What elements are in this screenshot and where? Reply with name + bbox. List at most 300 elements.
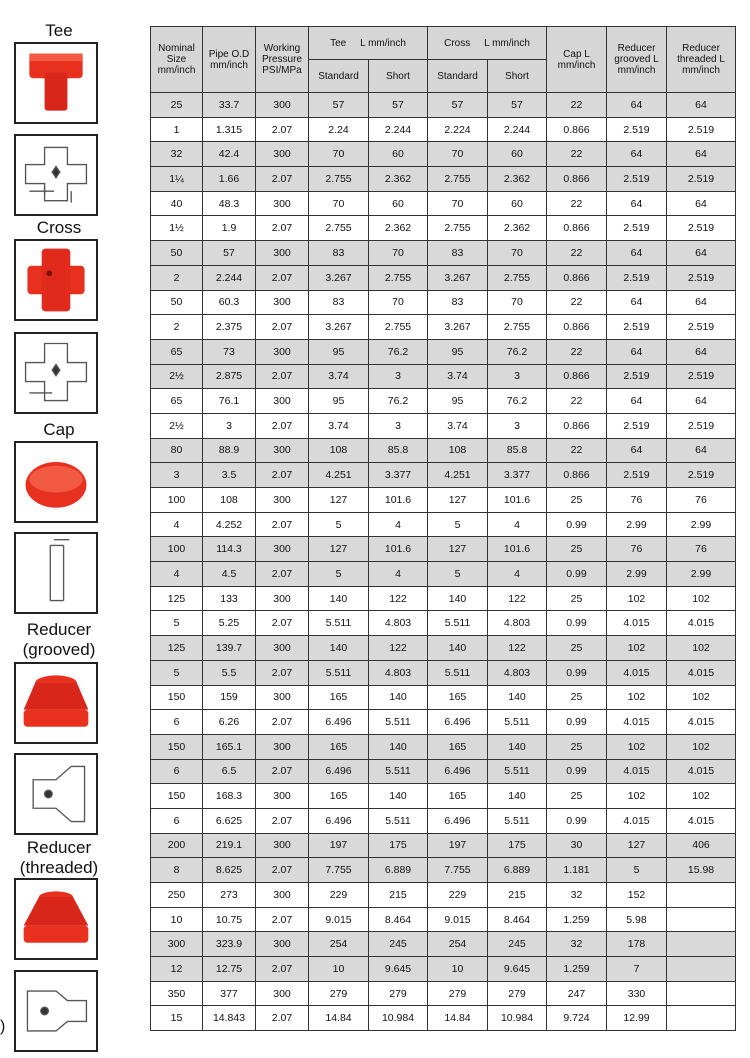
table-cell: 2.07: [256, 364, 309, 389]
table-cell: 140: [369, 685, 428, 710]
table-cell: 2: [151, 265, 203, 290]
table-cell: 127: [309, 488, 369, 513]
table-cell: 64: [607, 191, 667, 216]
table-row: [151, 537, 736, 562]
table-cell: 245: [369, 932, 428, 957]
cap-dimension-icon: [16, 534, 96, 612]
table-cell: 175: [369, 833, 428, 858]
table-cell: 300: [256, 734, 309, 759]
table-cell: 10.984: [369, 1006, 428, 1031]
table-cell: 323.9: [203, 932, 256, 957]
table-cell: 2.519: [667, 167, 736, 192]
table-cell: 2.519: [667, 413, 736, 438]
table-cell: 219.1: [203, 833, 256, 858]
table-cell: 300: [256, 339, 309, 364]
table-cell: 9.015: [309, 907, 369, 932]
table-cell: 4: [151, 562, 203, 587]
table-cell: 3: [203, 413, 256, 438]
table-cell: 250: [151, 883, 203, 908]
table-cell: 95: [309, 339, 369, 364]
table-cell: 64: [607, 142, 667, 167]
table-cell: 300: [256, 241, 309, 266]
table-cell: 2.07: [256, 907, 309, 932]
header-reducer-threaded: Reducer threaded L mm/inch: [667, 27, 736, 93]
table-cell: 64: [667, 93, 736, 118]
table-cell: 300: [256, 389, 309, 414]
table-cell: 4.803: [488, 611, 547, 636]
table-cell: 95: [428, 339, 488, 364]
table-cell: 9.645: [488, 957, 547, 982]
header-tee: Tee L mm/inch: [309, 27, 428, 60]
table-cell: 4: [151, 512, 203, 537]
table-cell: 165: [428, 784, 488, 809]
table-cell: 101.6: [488, 488, 547, 513]
table-cell: 48.3: [203, 191, 256, 216]
table-cell: 2.07: [256, 808, 309, 833]
table-cell: 70: [309, 142, 369, 167]
table-cell: 10.984: [488, 1006, 547, 1031]
table-cell: [667, 1006, 736, 1031]
table-cell: 122: [488, 586, 547, 611]
table-cell: 64: [667, 290, 736, 315]
table-cell: 2.519: [607, 265, 667, 290]
table-row: [151, 734, 736, 759]
table-row: [151, 1006, 736, 1031]
table-cell: 2: [151, 315, 203, 340]
table-cell: 60: [369, 142, 428, 167]
table-cell: 1.259: [547, 957, 607, 982]
table-cell: 2.07: [256, 216, 309, 241]
table-cell: 2.755: [428, 216, 488, 241]
table-cell: 14.84: [428, 1006, 488, 1031]
table-cell: 60: [369, 191, 428, 216]
table-cell: 76.2: [488, 389, 547, 414]
table-cell: 65: [151, 339, 203, 364]
table-cell: 4.015: [667, 611, 736, 636]
table-cell: [667, 957, 736, 982]
reducer-grooved-label-line1: Reducer: [26, 620, 92, 639]
table-cell: 1.259: [547, 907, 607, 932]
table-cell: 0.866: [547, 364, 607, 389]
table-cell: 102: [667, 685, 736, 710]
table-row: [151, 413, 736, 438]
table-cell: 165.1: [203, 734, 256, 759]
table-cell: 2.07: [256, 611, 309, 636]
table-cell: 25: [547, 636, 607, 661]
table-cell: [667, 907, 736, 932]
table-cell: 70: [428, 191, 488, 216]
table-cell: 12: [151, 957, 203, 982]
table-cell: 2.755: [309, 167, 369, 192]
table-cell: 300: [256, 932, 309, 957]
table-cell: 140: [369, 784, 428, 809]
table-cell: 215: [488, 883, 547, 908]
table-cell: 85.8: [369, 438, 428, 463]
table-cell: 2.755: [309, 216, 369, 241]
table-cell: 70: [488, 241, 547, 266]
table-cell: 215: [369, 883, 428, 908]
table-cell: 40: [151, 191, 203, 216]
table-cell: 3: [488, 413, 547, 438]
table-cell: 101.6: [369, 488, 428, 513]
table-row: [151, 438, 736, 463]
table-cell: 5.98: [607, 907, 667, 932]
table-cell: 127: [428, 537, 488, 562]
table-cell: 2.519: [607, 364, 667, 389]
table-cell: 76.2: [369, 389, 428, 414]
table-row: [151, 241, 736, 266]
table-cell: 300: [151, 932, 203, 957]
table-row: [151, 167, 736, 192]
table-row: [151, 191, 736, 216]
table-cell: 76: [607, 537, 667, 562]
table-cell: 2½: [151, 413, 203, 438]
table-cell: 64: [667, 438, 736, 463]
table-cell: 300: [256, 290, 309, 315]
header-cross-standard: Standard: [428, 60, 488, 93]
table-cell: 108: [309, 438, 369, 463]
header-cross-short: Short: [488, 60, 547, 93]
table-cell: 3.74: [309, 364, 369, 389]
table-cell: 60: [488, 142, 547, 167]
header-cap: Cap L mm/inch: [547, 27, 607, 93]
table-cell: 279: [428, 981, 488, 1006]
reducer-grooved-dimension-icon: [16, 755, 96, 833]
table-cell: 22: [547, 339, 607, 364]
table-cell: 4.251: [428, 463, 488, 488]
table-cell: 3.377: [369, 463, 428, 488]
table-row: [151, 488, 736, 513]
table-cell: 22: [547, 438, 607, 463]
table-cell: 88.9: [203, 438, 256, 463]
table-row: [151, 315, 736, 340]
table-cell: 140: [488, 685, 547, 710]
reducer-threaded-dimension-icon: [16, 972, 96, 1050]
table-cell: 25: [547, 734, 607, 759]
table-cell: 57: [488, 93, 547, 118]
table-cell: 2.519: [607, 117, 667, 142]
table-cell: 4.015: [667, 710, 736, 735]
table-cell: 0.99: [547, 611, 607, 636]
table-cell: 229: [428, 883, 488, 908]
table-cell: 10: [151, 907, 203, 932]
header-cross: Cross L mm/inch: [428, 27, 547, 60]
table-cell: 6.889: [488, 858, 547, 883]
table-cell: 2.07: [256, 512, 309, 537]
table-cell: 140: [309, 586, 369, 611]
table-cell: 25: [547, 488, 607, 513]
table-row: [151, 636, 736, 661]
table-cell: 122: [369, 636, 428, 661]
table-cell: 122: [369, 586, 428, 611]
table-cell: 2.07: [256, 463, 309, 488]
table-cell: 1.66: [203, 167, 256, 192]
table-row: [151, 981, 736, 1006]
table-cell: 2.244: [488, 117, 547, 142]
table-cell: 300: [256, 685, 309, 710]
table-cell: 64: [607, 93, 667, 118]
table-cell: 279: [309, 981, 369, 1006]
table-cell: [667, 883, 736, 908]
table-cell: 5.511: [488, 759, 547, 784]
table-cell: 2.07: [256, 710, 309, 735]
reducer-grooved-drawing: [14, 753, 98, 835]
table-cell: 50: [151, 241, 203, 266]
table-cell: 100: [151, 488, 203, 513]
table-cell: 127: [607, 833, 667, 858]
table-cell: 5.511: [369, 759, 428, 784]
table-cell: 2½: [151, 364, 203, 389]
table-cell: 4: [488, 562, 547, 587]
table-cell: 1: [151, 117, 203, 142]
table-cell: 2.875: [203, 364, 256, 389]
table-row: [151, 265, 736, 290]
table-cell: 8.625: [203, 858, 256, 883]
table-cell: 22: [547, 191, 607, 216]
table-cell: 5: [607, 858, 667, 883]
table-cell: 2.07: [256, 1006, 309, 1031]
table-cell: 76.2: [488, 339, 547, 364]
table-cell: 2.07: [256, 413, 309, 438]
table-cell: 3.267: [428, 265, 488, 290]
table-cell: 245: [488, 932, 547, 957]
table-cell: 2.519: [667, 463, 736, 488]
tee-drawing: [14, 134, 98, 216]
table-cell: 2.07: [256, 562, 309, 587]
table-row: [151, 883, 736, 908]
page-number-fragment: ): [0, 1018, 6, 1035]
table-cell: 5.511: [428, 660, 488, 685]
table-cell: 4.5: [203, 562, 256, 587]
table-cell: 330: [607, 981, 667, 1006]
table-cell: 2.07: [256, 117, 309, 142]
table-cell: 25: [547, 537, 607, 562]
table-cell: 9.015: [428, 907, 488, 932]
table-cell: 122: [488, 636, 547, 661]
table-cell: 165: [309, 784, 369, 809]
table-row: [151, 117, 736, 142]
cross-dimension-icon: [16, 334, 96, 412]
table-cell: 25: [547, 586, 607, 611]
table-cell: 2.07: [256, 660, 309, 685]
table-row: [151, 389, 736, 414]
table-cell: 139.7: [203, 636, 256, 661]
table-cell: 127: [309, 537, 369, 562]
table-cell: 3.267: [309, 265, 369, 290]
table-cell: 5.5: [203, 660, 256, 685]
cross-drawing: [14, 332, 98, 414]
table-row: [151, 660, 736, 685]
table-cell: 168.3: [203, 784, 256, 809]
table-cell: 6: [151, 808, 203, 833]
table-cell: 140: [488, 734, 547, 759]
table-cell: 150: [151, 685, 203, 710]
table-cell: 22: [547, 142, 607, 167]
table-cell: 2.07: [256, 957, 309, 982]
table-cell: 159: [203, 685, 256, 710]
table-cell: 300: [256, 586, 309, 611]
table-cell: 7.755: [309, 858, 369, 883]
table-cell: 150: [151, 734, 203, 759]
table-cell: 64: [667, 389, 736, 414]
reducer-threaded-drawing: [14, 970, 98, 1052]
table-cell: 83: [428, 241, 488, 266]
table-cell: 125: [151, 586, 203, 611]
table-row: [151, 932, 736, 957]
table-row: [151, 957, 736, 982]
table-cell: 70: [428, 142, 488, 167]
table-cell: 140: [428, 636, 488, 661]
table-cell: 0.866: [547, 315, 607, 340]
table-cell: 22: [547, 93, 607, 118]
table-cell: 3: [369, 364, 428, 389]
table-cell: 133: [203, 586, 256, 611]
table-cell: 2.519: [607, 413, 667, 438]
cap-drawing: [14, 532, 98, 614]
table-row: [151, 562, 736, 587]
table-cell: 6.496: [428, 759, 488, 784]
table-cell: 5: [309, 512, 369, 537]
table-cell: 83: [309, 290, 369, 315]
cap-photo: [14, 441, 98, 523]
table-cell: 101.6: [488, 537, 547, 562]
table-cell: 102: [607, 734, 667, 759]
cross-label: Cross: [36, 218, 82, 237]
table-cell: 200: [151, 833, 203, 858]
table-cell: 2.519: [667, 265, 736, 290]
reducer-threaded-label-line2: (threaded): [19, 858, 99, 877]
table-cell: 25: [151, 93, 203, 118]
table-cell: 57: [309, 93, 369, 118]
table-cell: 4.252: [203, 512, 256, 537]
table-cell: 4.015: [607, 660, 667, 685]
table-cell: 165: [428, 734, 488, 759]
table-cell: 6.889: [369, 858, 428, 883]
table-cell: 5.511: [488, 710, 547, 735]
table-cell: 64: [607, 438, 667, 463]
table-cell: 8: [151, 858, 203, 883]
table-cell: 2.519: [667, 117, 736, 142]
spec-table: [150, 26, 736, 1031]
table-cell: 5.511: [428, 611, 488, 636]
header-reducer-grooved: Reducer grooved L mm/inch: [607, 27, 667, 93]
table-cell: 2.244: [203, 265, 256, 290]
table-cell: 108: [203, 488, 256, 513]
table-cell: 102: [667, 586, 736, 611]
table-cell: 76.2: [369, 339, 428, 364]
table-cell: 25: [547, 784, 607, 809]
table-cell: 2.07: [256, 315, 309, 340]
table-cell: 3: [369, 413, 428, 438]
table-cell: 140: [428, 586, 488, 611]
table-cell: 9.724: [547, 1006, 607, 1031]
table-cell: [667, 932, 736, 957]
table-cell: 2.755: [369, 315, 428, 340]
table-cell: 9.645: [369, 957, 428, 982]
table-cell: 15.98: [667, 858, 736, 883]
table-cell: 8.464: [488, 907, 547, 932]
table-cell: 1¼: [151, 167, 203, 192]
table-cell: 4: [369, 562, 428, 587]
table-cell: 125: [151, 636, 203, 661]
table-cell: 4: [488, 512, 547, 537]
table-cell: 70: [369, 290, 428, 315]
table-cell: 350: [151, 981, 203, 1006]
reducer-grooved-label-line2: (grooved): [22, 640, 96, 659]
table-cell: 197: [309, 833, 369, 858]
table-cell: 2.362: [369, 216, 428, 241]
table-cell: 14.843: [203, 1006, 256, 1031]
table-cell: 3: [151, 463, 203, 488]
table-cell: 4.015: [607, 710, 667, 735]
table-cell: 4.803: [369, 611, 428, 636]
table-cell: 0.866: [547, 413, 607, 438]
table-cell: 5.511: [369, 710, 428, 735]
header-working-pressure: Working Pressure PSI/MPa: [256, 27, 309, 93]
table-cell: 12.99: [607, 1006, 667, 1031]
table-cell: 15: [151, 1006, 203, 1031]
table-cell: 2.519: [607, 315, 667, 340]
table-cell: 101.6: [369, 537, 428, 562]
table-row: [151, 216, 736, 241]
table-cell: 4.251: [309, 463, 369, 488]
table-cell: 12.75: [203, 957, 256, 982]
table-cell: 0.99: [547, 512, 607, 537]
table-cell: 127: [428, 488, 488, 513]
table-cell: 64: [607, 339, 667, 364]
table-cell: 300: [256, 833, 309, 858]
table-row: [151, 586, 736, 611]
table-cell: 64: [607, 241, 667, 266]
table-cell: 0.99: [547, 562, 607, 587]
table-cell: 30: [547, 833, 607, 858]
cross-fitting-icon: [16, 241, 96, 319]
table-cell: 165: [309, 734, 369, 759]
table-cell: 3.5: [203, 463, 256, 488]
cross-photo: [14, 239, 98, 321]
reducer-threaded-photo: [14, 878, 98, 960]
table-cell: 140: [309, 636, 369, 661]
table-cell: 300: [256, 191, 309, 216]
table-cell: 2.375: [203, 315, 256, 340]
table-cell: 175: [488, 833, 547, 858]
table-cell: 2.519: [667, 364, 736, 389]
table-row: [151, 463, 736, 488]
table-cell: 95: [428, 389, 488, 414]
table-cell: 0.866: [547, 167, 607, 192]
spec-table-body: [151, 93, 736, 1031]
table-cell: 2.362: [488, 167, 547, 192]
table-cell: 60.3: [203, 290, 256, 315]
table-cell: 1.315: [203, 117, 256, 142]
reducer-grooved-label: [14, 620, 104, 660]
table-cell: 300: [256, 488, 309, 513]
table-cell: 6: [151, 759, 203, 784]
table-cell: 5.511: [369, 808, 428, 833]
table-cell: 254: [309, 932, 369, 957]
table-cell: 4: [369, 512, 428, 537]
table-cell: 64: [667, 191, 736, 216]
table-row: [151, 685, 736, 710]
table-cell: 140: [369, 734, 428, 759]
table-cell: 300: [256, 981, 309, 1006]
table-cell: 2.519: [607, 463, 667, 488]
table-cell: 85.8: [488, 438, 547, 463]
table-cell: 5: [151, 611, 203, 636]
table-cell: 3: [488, 364, 547, 389]
table-cell: 2.519: [667, 216, 736, 241]
table-cell: 5: [151, 660, 203, 685]
